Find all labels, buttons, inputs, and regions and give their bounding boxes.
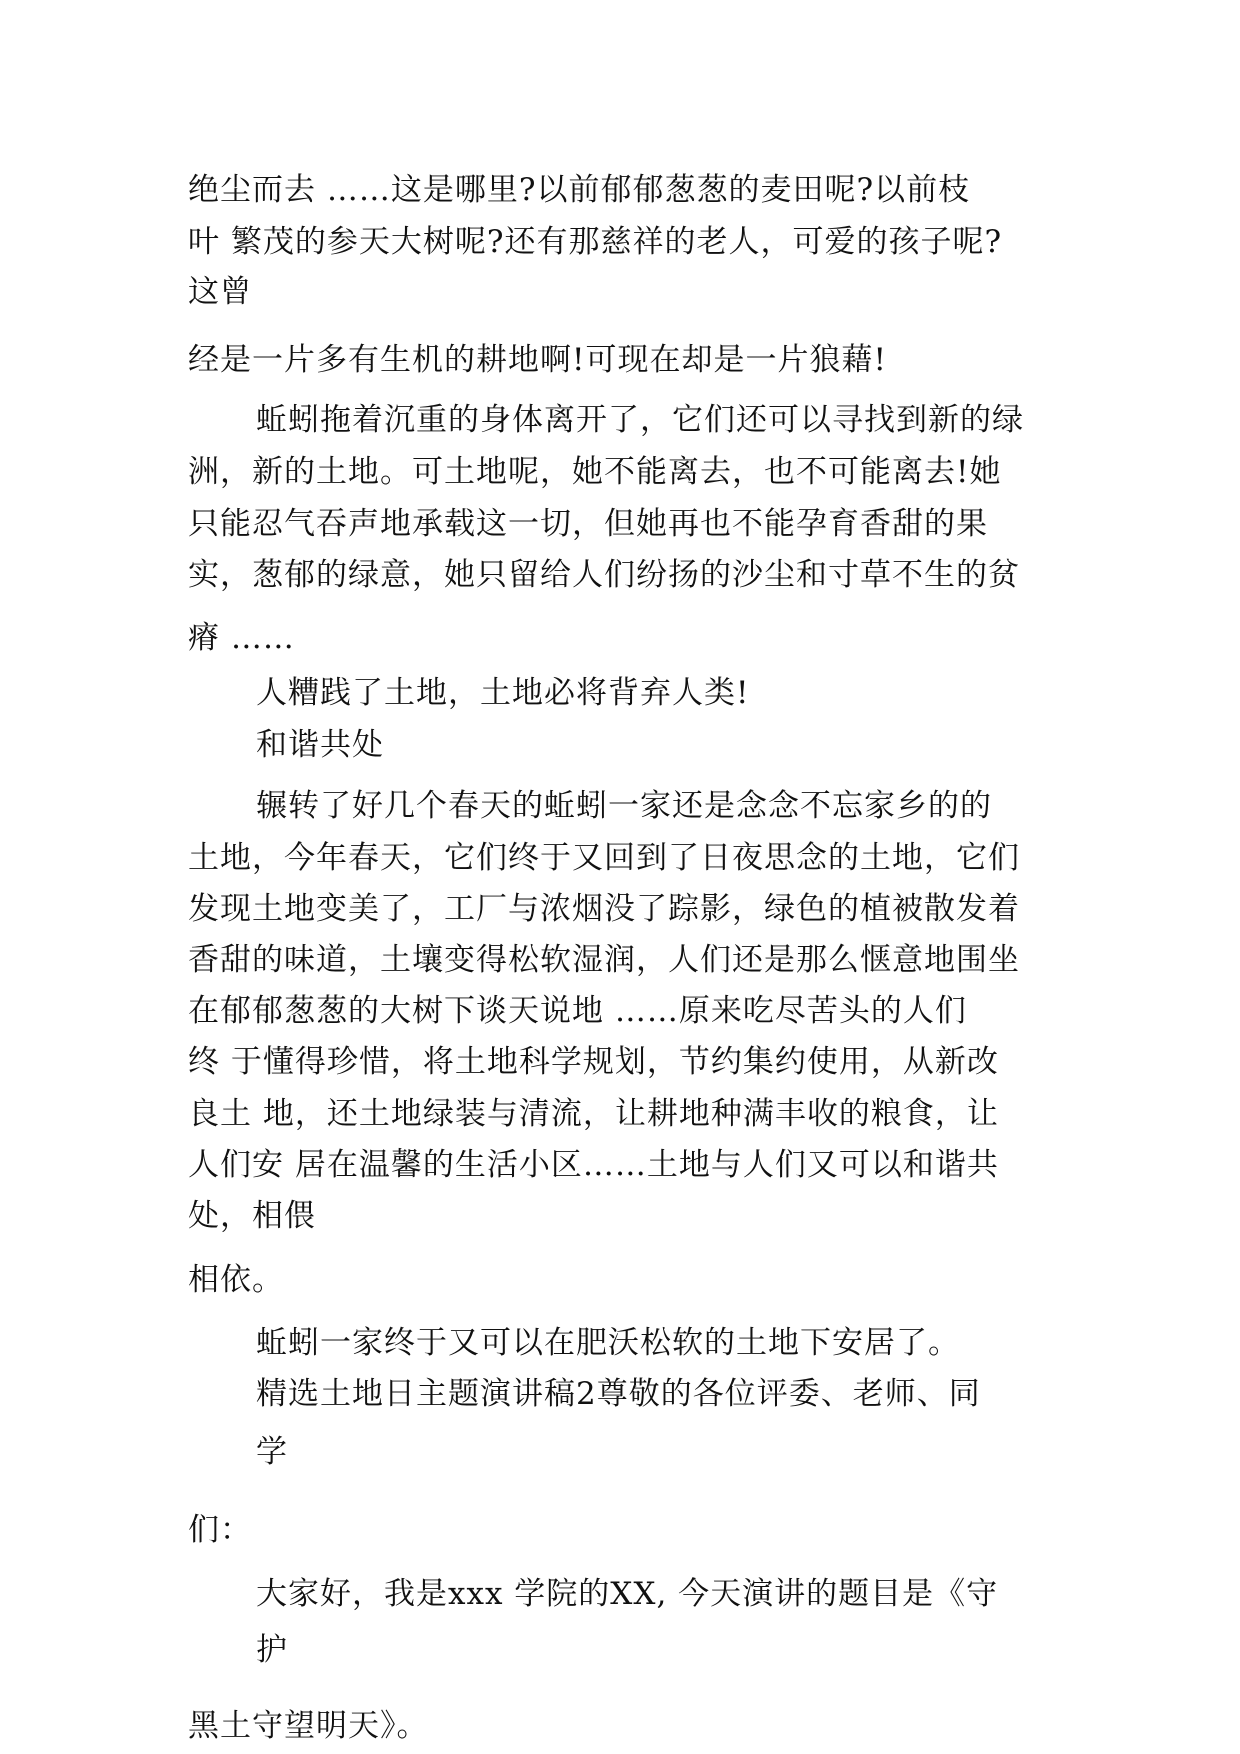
text-line: 终 于懂得珍惜，将土地科学规划，节约集约使用，从新改 — [188, 1044, 999, 1080]
text-line: 良土 地，还土地绿装与清流，让耕地种满丰收的粮食，让 — [188, 1096, 999, 1132]
text-line: 香甜的味道，土壤变得松软湿润，人们还是那么惬意地围坐 — [188, 942, 1020, 978]
text-line: 相依。 — [188, 1262, 284, 1298]
text-line: 绝尘而去 ……这是哪里?以前郁郁葱葱的麦田呢?以前枝 — [188, 172, 971, 208]
text-line: 这曾 — [188, 274, 252, 310]
text-line: 洲，新的土地。可土地呢，她不能离去，也不可能离去!她 — [188, 454, 1002, 490]
paragraph-line: 蚯蚓一家终于又可以在肥沃松软的土地下安居了。 — [256, 1325, 960, 1361]
text-line: 们： — [188, 1512, 252, 1548]
paragraph-line: 人糟践了土地，土地必将背弃人类! — [256, 675, 750, 711]
paragraph-line: 蚯蚓拖着沉重的身体离开了，它们还可以寻找到新的绿 — [256, 402, 1024, 438]
text-line: 只能忍气吞声地承载这一切，但她再也不能孕育香甜的果 — [188, 506, 988, 542]
text-line: 人们安 居在温馨的生活小区……土地与人们又可以和谐共 — [188, 1147, 999, 1183]
text-line: 叶 繁茂的参天大树呢?还有那慈祥的老人，可爱的孩子呢? — [188, 224, 1003, 260]
text-line: 学 — [256, 1434, 288, 1470]
text-line: 土地，今年春天，它们终于又回到了日夜思念的土地，它们 — [188, 840, 1020, 876]
text-line: 经是一片多有生机的耕地啊!可现在却是一片狼藉! — [188, 342, 887, 378]
text-line: 瘠 …… — [188, 620, 295, 656]
text-line: 护 — [256, 1632, 288, 1668]
section-heading: 和谐共处 — [256, 727, 384, 763]
text-line: 处，相偎 — [188, 1198, 316, 1234]
text-line: 在郁郁葱葱的大树下谈天说地 ……原来吃尽苦头的人们 — [188, 993, 967, 1029]
text-line: 发现土地变美了，工厂与浓烟没了踪影，绿色的植被散发着 — [188, 891, 1020, 927]
text-line: 实，葱郁的绿意，她只留给人们纷扬的沙尘和寸草不生的贫 — [188, 557, 1020, 593]
text-line: 黑土守望明天》。 — [188, 1708, 429, 1744]
paragraph-line: 大家好，我是xxx 学院的XX, 今天演讲的题目是《守 — [256, 1576, 999, 1612]
paragraph-line: 精选土地日主题演讲稿2尊敬的各位评委、老师、同 — [256, 1376, 981, 1412]
paragraph-line: 辗转了好几个春天的蚯蚓一家还是念念不忘家乡的的 — [256, 788, 992, 824]
